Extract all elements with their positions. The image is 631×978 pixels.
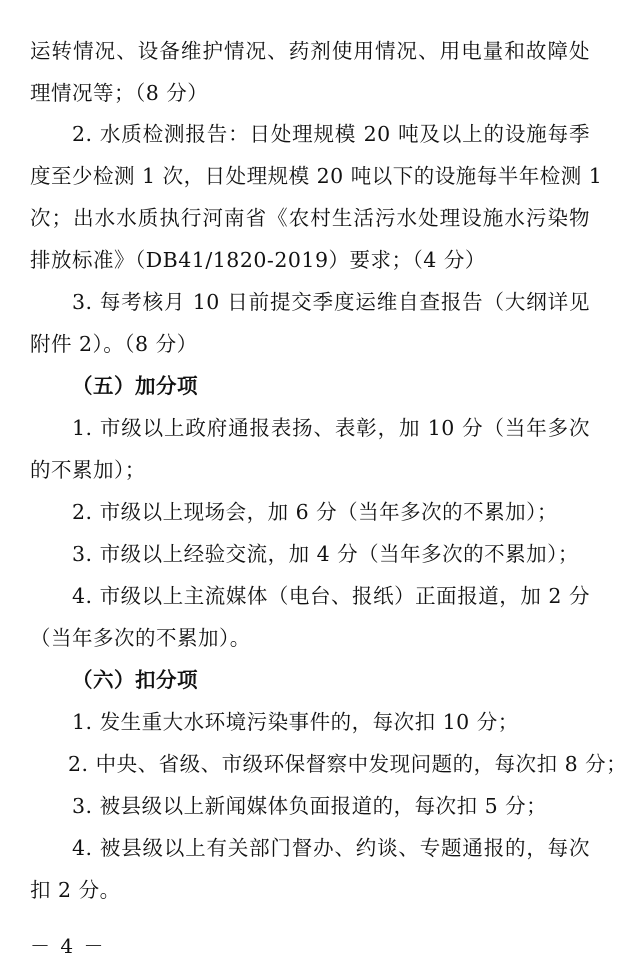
paragraph-line: （当年多次的不累加）。 [30, 626, 251, 650]
paragraph-line: 1. 发生重大水环境污染事件的，每次扣 10 分； [72, 710, 519, 734]
paragraph-line: 扣 2 分。 [30, 878, 121, 902]
paragraph-line: 运转情况、设备维护情况、药剂使用情况、用电量和故障处 [30, 39, 590, 63]
section-heading-bonus: （五）加分项 [72, 374, 198, 398]
paragraph-line: 3. 每考核月 10 日前提交季度运维自查报告（大纲详见 [72, 290, 590, 314]
paragraph-line: 3. 市级以上经验交流，加 4 分（当年多次的不累加）； [72, 542, 579, 566]
paragraph-line: 3. 被县级以上新闻媒体负面报道的，每次扣 5 分； [72, 794, 548, 818]
paragraph-line: 2. 水质检测报告：日处理规模 20 吨及以上的设施每季 [72, 122, 590, 146]
paragraph-line: 2. 市级以上现场会，加 6 分（当年多次的不累加）； [72, 500, 558, 524]
section-heading-deduction: （六）扣分项 [72, 668, 198, 692]
paragraph-line: 1. 市级以上政府通报表扬、表彰，加 10 分（当年多次 [72, 416, 590, 440]
paragraph-line: 排放标准》（DB41/1820-2019）要求；（4 分） [30, 248, 486, 272]
paragraph-line: 附件 2）。（8 分） [30, 332, 198, 356]
paragraph-line: 度至少检测 1 次，日处理规模 20 吨以下的设施每半年检测 1 [30, 164, 603, 188]
paragraph-line: 4. 市级以上主流媒体（电台、报纸）正面报道，加 2 分 [72, 584, 590, 608]
paragraph-line: 2. 中央、省级、市级环保督察中发现问题的，每次扣 8 分； [68, 752, 628, 776]
paragraph-line: 的不累加）； [30, 458, 146, 482]
paragraph-line: 4. 被县级以上有关部门督办、约谈、专题通报的，每次 [72, 836, 590, 860]
paragraph-line: 理情况等；（8 分） [30, 81, 209, 105]
page-number: － 4 － [30, 934, 106, 958]
paragraph-line: 次；出水水质执行河南省《农村生活污水处理设施水污染物 [30, 206, 590, 230]
